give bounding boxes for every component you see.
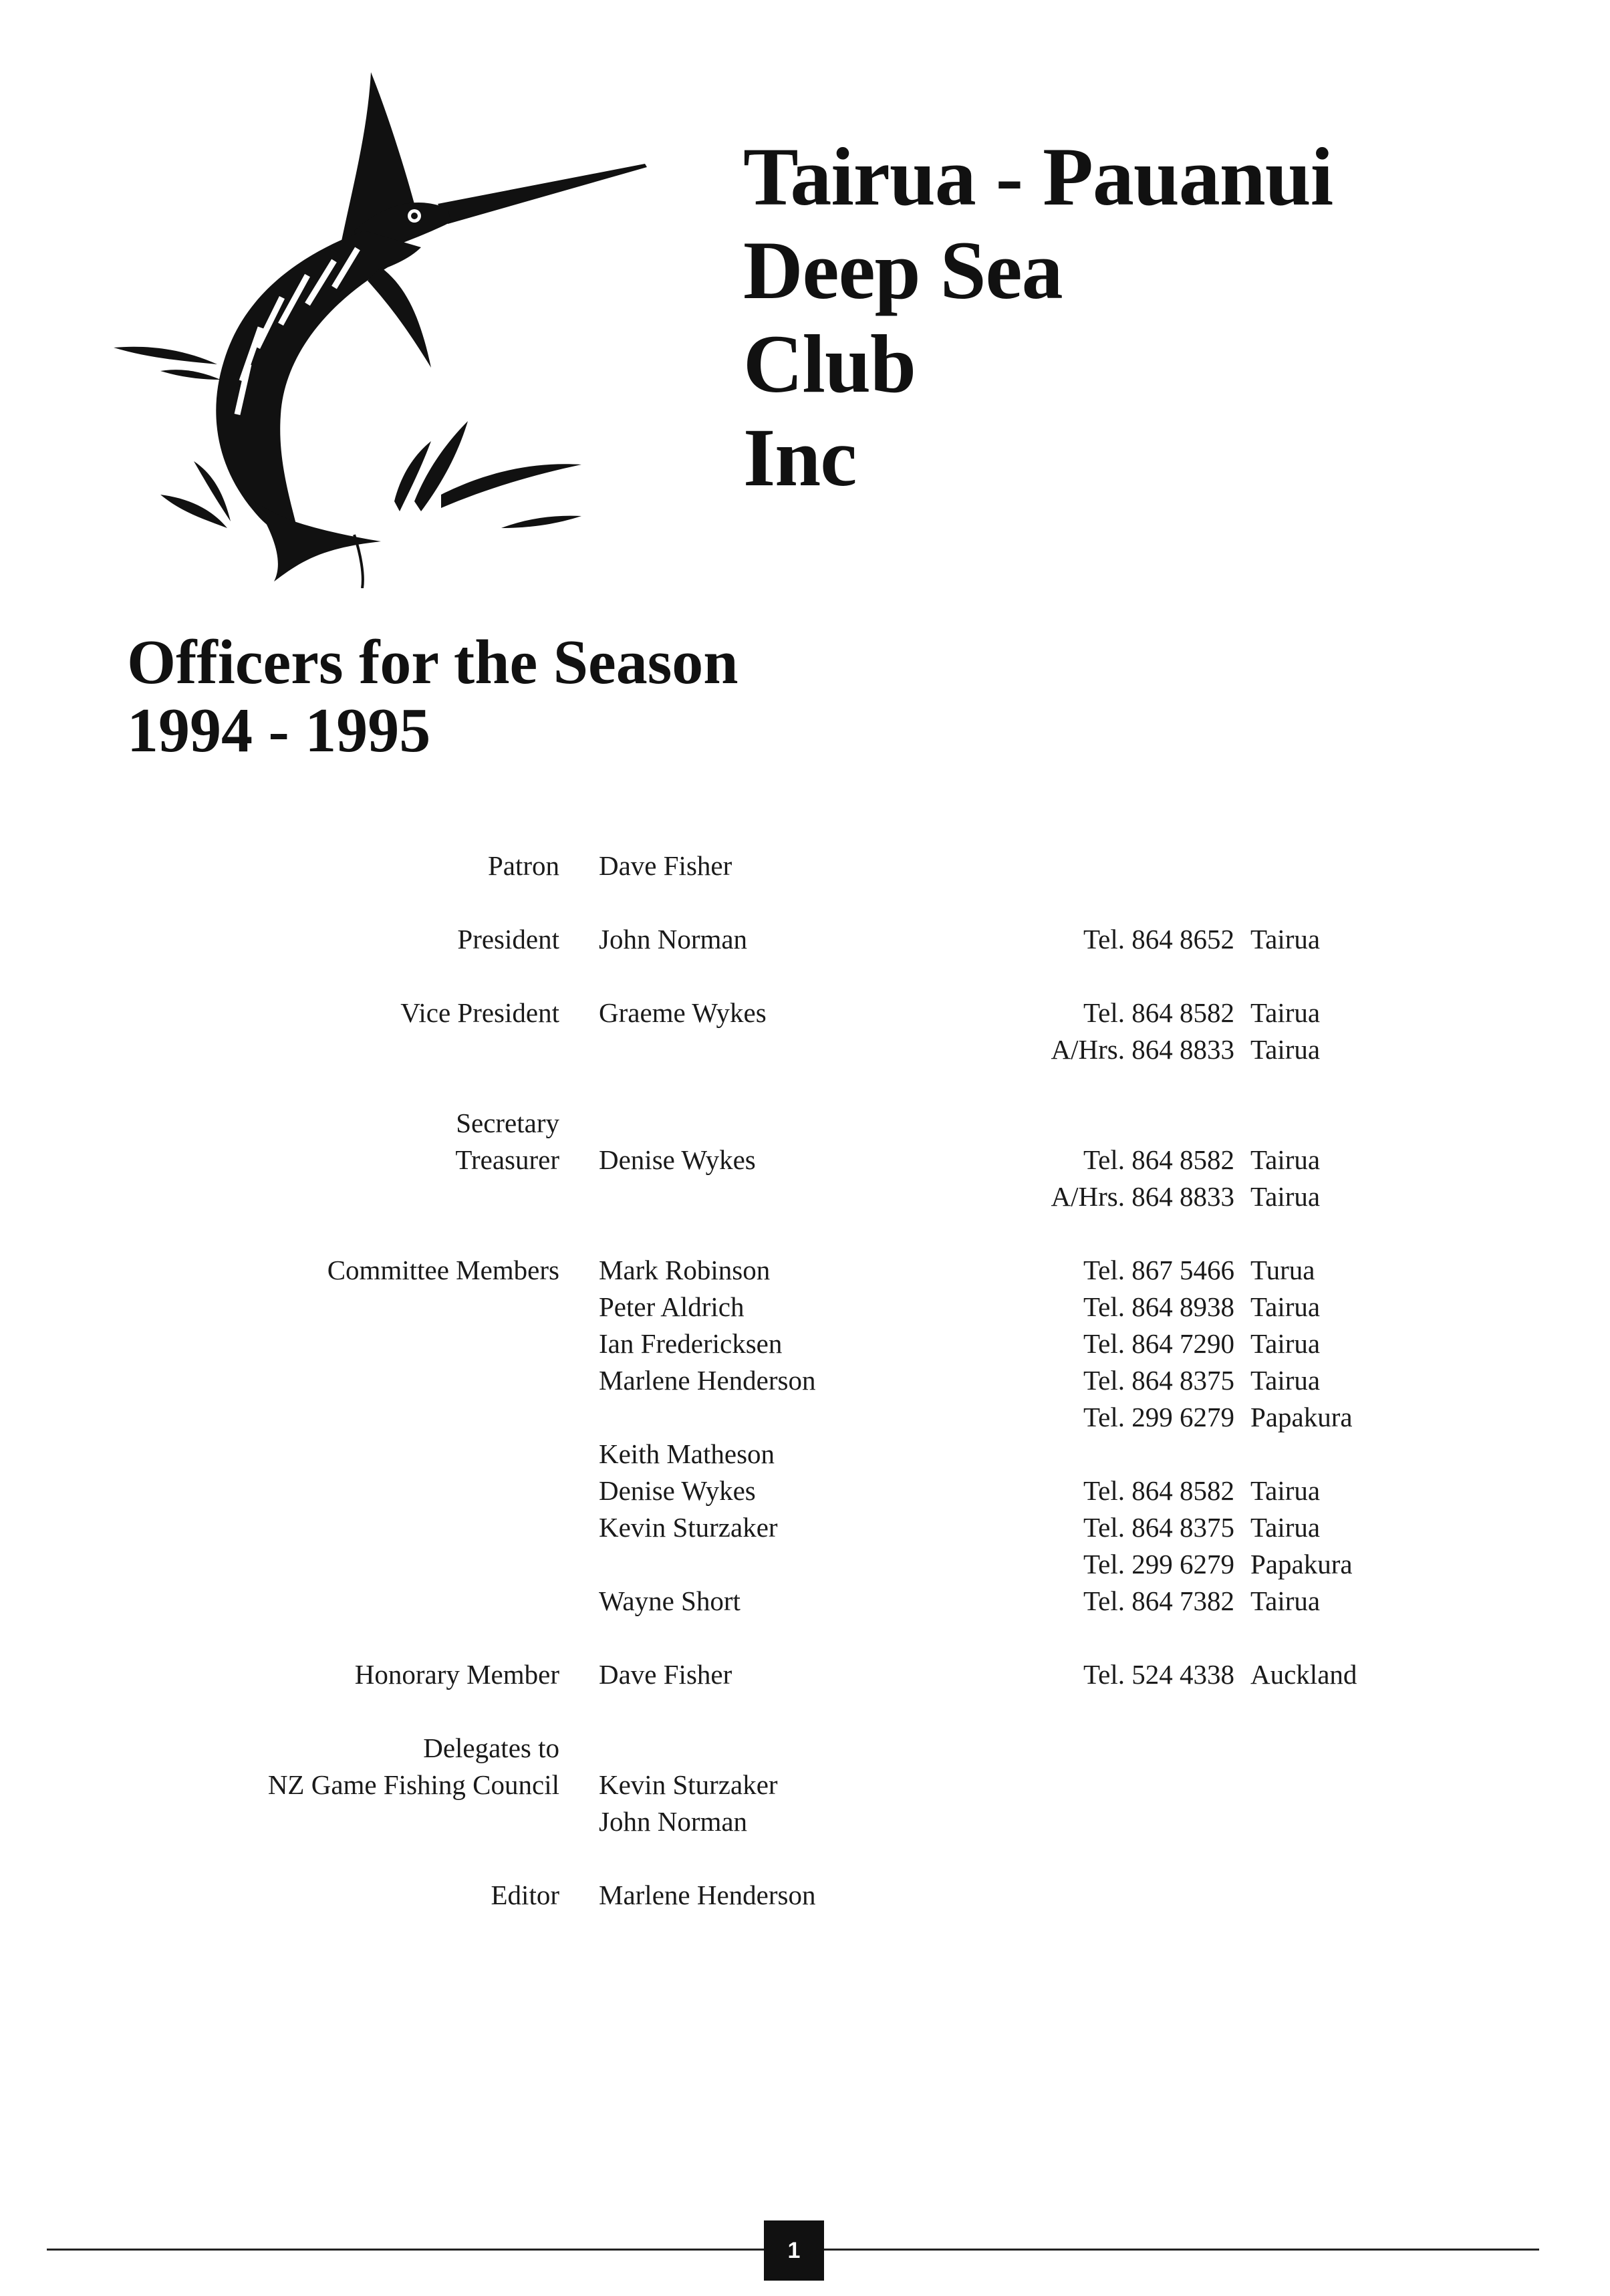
role-president: President bbox=[457, 924, 559, 954]
ahrs-vice-president: A/Hrs. 864 8833 bbox=[1051, 1034, 1234, 1065]
committee-name: Denise Wykes bbox=[599, 1475, 756, 1506]
committee-name: Keith Matheson bbox=[599, 1438, 775, 1469]
tel-vice-president: Tel. 864 8582 bbox=[1083, 997, 1234, 1028]
season-heading-years: 1994 - 1995 bbox=[127, 696, 431, 765]
place-president: Tairua bbox=[1250, 924, 1321, 954]
place-honorary-member: Auckland bbox=[1250, 1659, 1357, 1690]
committee-tel: Tel. 864 7290 bbox=[1083, 1328, 1234, 1359]
committee-name: Kevin Sturzaker bbox=[599, 1512, 778, 1543]
role-delegates-council: NZ Game Fishing Council bbox=[267, 1769, 559, 1800]
season-heading-line1: Officers for the Season bbox=[127, 628, 739, 697]
name-president: John Norman bbox=[599, 924, 748, 954]
name-vice-president: Graeme Wykes bbox=[599, 997, 767, 1028]
role-delegates: Delegates to bbox=[423, 1733, 559, 1763]
committee-tel: Tel. 867 5466 bbox=[1083, 1255, 1234, 1285]
place-vice-president: Tairua bbox=[1250, 997, 1321, 1028]
tel-honorary-member: Tel. 524 4338 bbox=[1083, 1659, 1234, 1690]
tel-secretary-treasurer: Tel. 864 8582 bbox=[1083, 1144, 1234, 1175]
committee-place: Papakura bbox=[1250, 1549, 1353, 1579]
place-secretary-treasurer: Tairua bbox=[1250, 1144, 1321, 1175]
club-title-line2: Deep Sea bbox=[743, 225, 1063, 316]
committee-tel: Tel. 864 8582 bbox=[1083, 1475, 1234, 1506]
club-title-line3: Club bbox=[743, 318, 916, 410]
name-patron: Dave Fisher bbox=[599, 850, 732, 881]
season-heading bbox=[127, 628, 739, 765]
role-secretary: Secretary bbox=[456, 1108, 559, 1138]
committee-tel: Tel. 864 7382 bbox=[1083, 1585, 1234, 1616]
role-committee: Committee Members bbox=[327, 1255, 559, 1285]
role-vice-president: Vice President bbox=[400, 997, 559, 1028]
role-patron: Patron bbox=[487, 850, 559, 881]
committee-place: Tairua bbox=[1250, 1365, 1321, 1396]
committee-place: Papakura bbox=[1250, 1402, 1353, 1432]
ahrs-place-secretary-treasurer: Tairua bbox=[1250, 1181, 1321, 1212]
committee-place: Tairua bbox=[1250, 1291, 1321, 1322]
role-editor: Editor bbox=[491, 1880, 559, 1910]
club-title-line4: Inc bbox=[743, 412, 857, 503]
role-honorary-member: Honorary Member bbox=[354, 1659, 559, 1690]
committee-name: Marlene Henderson bbox=[599, 1365, 816, 1396]
committee-place: Tairua bbox=[1250, 1328, 1321, 1359]
committee-name: Peter Aldrich bbox=[599, 1291, 745, 1322]
tel-president: Tel. 864 8652 bbox=[1083, 924, 1234, 954]
delegate-name: Kevin Sturzaker bbox=[599, 1769, 778, 1800]
club-title-line1: Tairua - Pauanui bbox=[743, 131, 1333, 223]
name-honorary-member: Dave Fisher bbox=[599, 1659, 732, 1690]
committee-tel: Tel. 864 8375 bbox=[1083, 1365, 1234, 1396]
name-secretary-treasurer: Denise Wykes bbox=[599, 1144, 756, 1175]
committee-name: Wayne Short bbox=[599, 1585, 741, 1616]
committee-place: Turua bbox=[1250, 1255, 1315, 1285]
page-number: 1 bbox=[764, 2220, 824, 2281]
committee-tel: Tel. 864 8375 bbox=[1083, 1512, 1234, 1543]
name-editor: Marlene Henderson bbox=[599, 1880, 816, 1910]
delegate-name: John Norman bbox=[599, 1806, 748, 1837]
ahrs-place-vice-president: Tairua bbox=[1250, 1034, 1321, 1065]
committee-tel: Tel. 299 6279 bbox=[1083, 1402, 1234, 1432]
ahrs-secretary-treasurer: A/Hrs. 864 8833 bbox=[1051, 1181, 1234, 1212]
committee-name: Ian Fredericksen bbox=[599, 1328, 783, 1359]
leaping-marlin-icon bbox=[100, 67, 662, 588]
committee-tel: Tel. 299 6279 bbox=[1083, 1549, 1234, 1579]
committee-place: Tairua bbox=[1250, 1475, 1321, 1506]
committee-place: Tairua bbox=[1250, 1512, 1321, 1543]
club-title bbox=[743, 130, 1333, 505]
committee-place: Tairua bbox=[1250, 1585, 1321, 1616]
committee-name: Mark Robinson bbox=[599, 1255, 771, 1285]
committee-tel: Tel. 864 8938 bbox=[1083, 1291, 1234, 1322]
role-treasurer: Treasurer bbox=[455, 1144, 559, 1175]
